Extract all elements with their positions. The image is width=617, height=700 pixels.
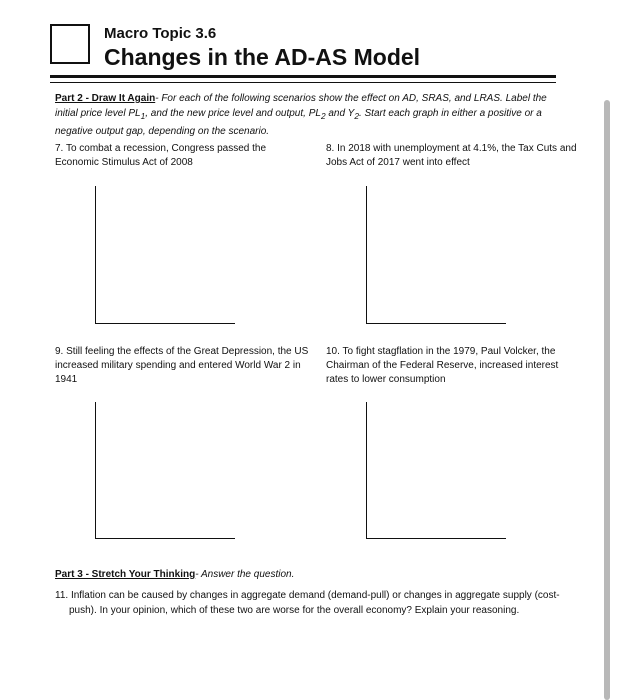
- part2-sub2: 2: [320, 111, 326, 121]
- part2-text-b: , and the new price level and output, PL: [145, 108, 321, 119]
- part3-instructions: [55, 567, 294, 582]
- graph-area-q8[interactable]: [366, 186, 506, 324]
- part3-heading: Part 3 - Stretch Your Thinking: [55, 569, 196, 580]
- header-rule-thin: [50, 82, 556, 83]
- part2-text-d: . Start each graph in either a positive or a negative output gap, depending on the scenario.: [55, 108, 542, 137]
- question-11: [55, 588, 565, 618]
- part2-sub1: 1: [140, 111, 146, 121]
- page-title: Changes in the AD-AS Model: [104, 44, 421, 70]
- part2-text: - For each of the following scenarios show the effect on AD, SRAS, and LRAS. Label the initial price level PL: [55, 93, 547, 119]
- part3-text: - Answer the question.: [195, 569, 295, 580]
- question-10: 10. To fight stagflation in the 1979, Paul Volcker, the Chairman of the Federal Reserve, increased interest rates to lower consumption: [326, 346, 559, 385]
- title-checkbox: [50, 24, 90, 64]
- graph-area-q9[interactable]: [95, 402, 235, 539]
- vertical-scrollbar[interactable]: [604, 100, 610, 700]
- part2-text-c: and Y: [325, 108, 355, 119]
- part2-sub3: 2: [354, 111, 359, 121]
- header-rule: [50, 75, 556, 78]
- topic-label: Macro Topic 3.6: [104, 25, 217, 42]
- graph-area-q10[interactable]: [366, 402, 506, 539]
- question-8: 8. In 2018 with unemployment at 4.1%, the Tax Cuts and Jobs Act of 2017 went into effect: [326, 143, 577, 168]
- part2-heading: Part 2 - Draw It Again: [55, 93, 156, 104]
- question-9: 9. Still feeling the effects of the Great Depression, the US increased military spending and entered World War 2 in 1941: [55, 346, 309, 385]
- question-7: 7. To combat a recession, Congress passed the Economic Stimulus Act of 2008: [55, 143, 267, 168]
- part2-instructions: [55, 91, 565, 139]
- question-11-text: 11. Inflation can be caused by changes in aggregate demand (demand-pull) or changes in aggregate supply (cost-push). In your opinion, which of these two are worse for the overall economy? Explain your reasoning.: [55, 590, 560, 616]
- graph-area-q7[interactable]: [95, 186, 235, 324]
